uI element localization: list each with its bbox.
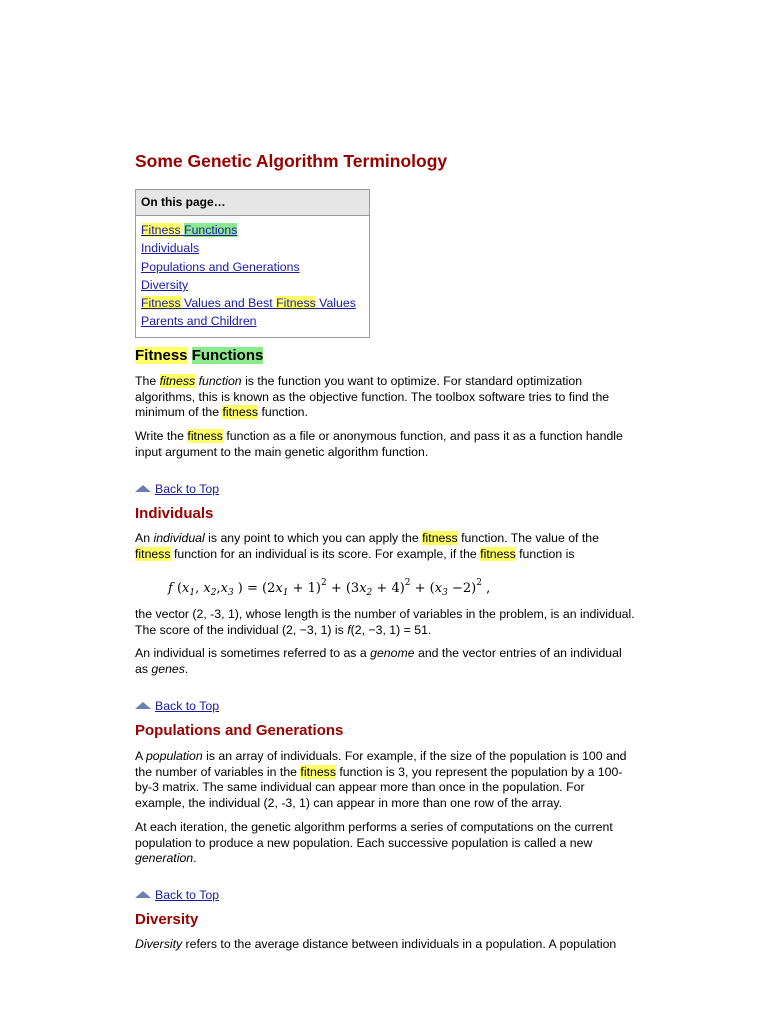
highlight-term: fitness [187, 429, 223, 443]
page-title: Some Genetic Algorithm Terminology [135, 151, 448, 171]
on-this-page-box [135, 189, 370, 338]
highlight-term: fitness [300, 764, 336, 779]
highlight-term: Fitness [135, 347, 188, 364]
back-to-top-link[interactable]: Back to Top [155, 482, 220, 496]
highlight-term: Fitness [141, 223, 181, 237]
section-heading-populations-and-generations: Populations and Generations [135, 722, 344, 739]
on-this-page-heading: On this page… [136, 190, 369, 216]
back-to-top[interactable] [135, 888, 219, 904]
section-heading-fitness-functions [135, 348, 263, 364]
paragraph: The fitness function is the function you want to optimize. For standard optimization algorithms, this is known as the objective function. The toolbox software tries to find the minimum of the fitness function. [135, 374, 610, 419]
toc-link-individuals[interactable]: Individuals [141, 241, 200, 256]
back-to-top[interactable] [135, 482, 219, 498]
paragraph: At each iteration, the genetic algorithm performs a series of computations on the current population to produce a new population. Each successive population is called a new generation. [135, 820, 613, 865]
toc-list [136, 216, 369, 337]
highlight-term: Functions [191, 347, 264, 364]
back-to-top-link[interactable]: Back to Top [155, 888, 220, 902]
section-heading-diversity: Diversity [135, 911, 199, 928]
paragraph: Write the fitness function as a file or anonymous function, and pass it as a function handle input argument to the main genetic algorithm function. [135, 429, 623, 459]
highlight-term: Functions [184, 223, 238, 237]
up-arrow-icon [135, 891, 151, 898]
highlight-term: Fitness [276, 296, 316, 311]
paragraph: Diversity refers to the average distance between individuals in a population. A population [135, 937, 617, 951]
highlight-term: fitness [422, 531, 458, 545]
up-arrow-icon [135, 702, 151, 709]
paragraph: A population is an array of individuals. For example, if the size of the population is 100 and the number of variables in the fitness function is 3, you represent the population by a 100-by-3 matrix. The same individual can appear more than once in the population. For example, the individual (2, -3, 1) can appear in more than one row of the array. [135, 749, 627, 810]
fitness-equation: f ($x_1$, $x_2,x_3$ ) = $(2x_1 + 1)^2 + (3x_2 + 4)^2 + (x_3 -2)^2$ , [168, 578, 491, 598]
toc-link-fitness-values[interactable]: Fitness Values and Best Fitness Values [141, 296, 356, 311]
highlight-term: fitness [222, 405, 259, 419]
paragraph: An individual is sometimes referred to as a genome and the vector entries of an individual as genes. [135, 646, 622, 676]
highlight-term: fitness [159, 374, 196, 388]
back-to-top-link[interactable]: Back to Top [155, 699, 220, 713]
toc-link-fitness-functions[interactable] [141, 221, 364, 239]
up-arrow-icon [135, 485, 151, 492]
section-heading-individuals: Individuals [135, 505, 214, 522]
toc-link-diversity[interactable]: Diversity [141, 277, 189, 292]
toc-link-populations-and-generations[interactable]: Populations and Generations [141, 259, 300, 274]
highlight-term: Fitness [141, 296, 181, 311]
highlight-term: fitness [135, 546, 171, 561]
back-to-top[interactable] [135, 699, 219, 715]
paragraph: An individual is any point to which you can apply the fitness function. The value of the fitness function for an individual is its score. For example, if the fitness function is [135, 531, 599, 561]
highlight-term: fitness [480, 546, 516, 561]
toc-link-parents-and-children[interactable]: Parents and Children [141, 314, 257, 329]
paragraph: the vector (2, -3, 1), whose length is the number of variables in the problem, is an individual. The score of the individual (2, −3, 1) is f(2, −3, 1) = 51. [135, 607, 635, 637]
